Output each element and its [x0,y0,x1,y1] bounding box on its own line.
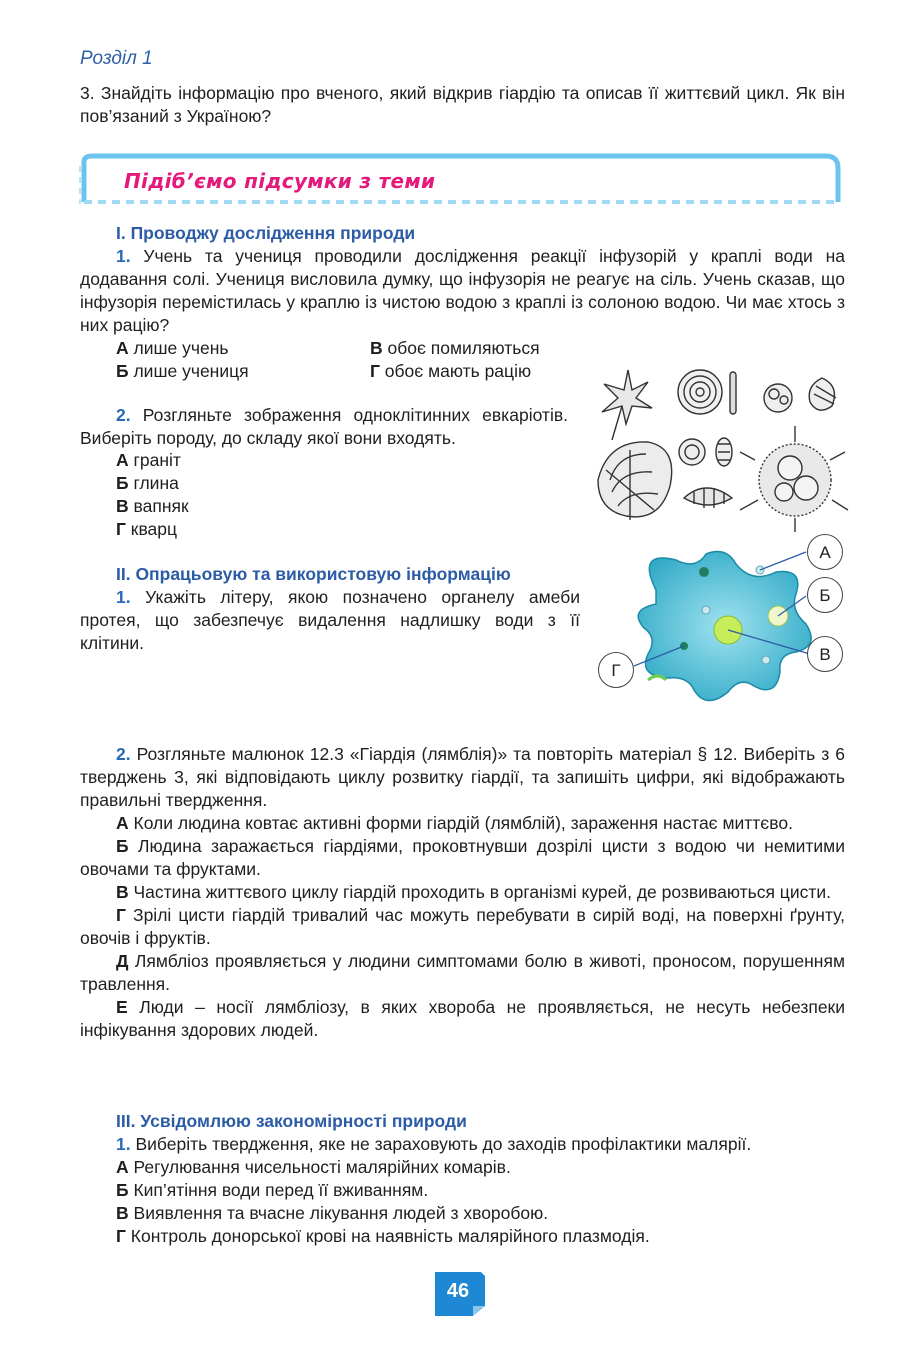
section-label: Розділ 1 [80,48,153,69]
option-b[interactable]: Б глина [116,473,179,493]
part1-q2 [80,404,568,450]
statement-a[interactable]: А Коли людина ковтає активні форми гіардій (лямблій), зараження настає миттєво. [116,813,793,833]
part2-q2-text: Розгляньте малюнок 12.3 «Гіардія (лямблія)» та повторіть матеріал § 12. Виберіть з 6 тверджень 3, які відповідають циклу розвитку гіардії, та запишіть цифри, які відображають правильні твердження. [80,744,845,810]
part2-q1-number: 1. [116,587,131,607]
statement-d[interactable]: Д Лямбліоз проявляється у людини симптомами болю в животі, проносом, порушенням травлення. [80,951,845,994]
page-number-badge [433,1270,487,1318]
intro-task-3: 3. Знайдіть інформацію про вченого, який відкрив гіардію та описав її життєвий цикл. Як він пов’язаний з Україною? [80,83,845,126]
option-v[interactable]: В вапняк [116,496,189,516]
part1-q1-number: 1. [116,246,131,266]
amoeba-label-a: А [807,534,843,570]
part1-q2-text: Розгляньте зображення одноклітинних евкаріотів. Виберіть породу, до складу якої вони входять. [80,405,568,448]
option-a[interactable]: А граніт [116,450,181,470]
part1-q1-options [116,337,586,383]
part2-q1 [80,586,580,655]
option-v[interactable]: В Виявлення та вчасне лікування людей з хворобою. [116,1203,549,1223]
part2-q2-number: 2. [116,744,131,764]
option-g[interactable]: Г обоє мають рацію [370,361,532,381]
part3-heading: ІІІ. Усвідомлюю закономірності природи [116,1111,467,1131]
summary-banner [78,152,844,210]
amoeba-label-b: Б [807,577,843,613]
part2-heading: ІІ. Опрацьовую та використовую інформацію [116,564,511,584]
amoeba-label-g: Г [598,652,634,688]
option-b[interactable]: Б лише учениця [116,361,249,381]
statement-g[interactable]: Г Зрілі цисти гіардій тривалий час можуть перебувати в сирій воді, на поверхні ґрунту, овочів і фруктів. [80,905,845,948]
part3-q1-number: 1. [116,1134,131,1154]
statement-b[interactable]: Б Людина заражається гіардіями, проковтнувши дозрілі цисти з водою чи немитими овочами та фруктами. [80,836,845,879]
option-v[interactable]: В обоє помиляються [370,338,540,358]
statement-e[interactable]: Е Люди – носії лямбліозу, в яких хвороба не проявляється, не несуть небезпеки інфікування здорових людей. [80,997,845,1040]
part2-q1-text: Укажіть літеру, якою позначено органелу амеби протея, що забезпечує видалення надлишку води з її клітини. [80,587,580,653]
page-number: 46 [446,1280,470,1302]
part1-q1 [80,245,845,337]
statement-v[interactable]: В Частина життєвого циклу гіардій проходить в організмі курей, де розвиваються цисти. [116,882,832,902]
part1-q1-text: Учень та учениця проводили дослідження реакції інфузорій у краплі води на додавання солі. Учениця висловила думку, що інфузорія не реагує на сіль. Учень сказав, що інфузорія перемістилась у краплю із чистою водою з краплі із солоною водою. Чи має хтось з них рацію? [80,246,845,335]
part2-q2-statements [80,812,845,1042]
part3-q1-text: Виберіть твердження, яке не зараховують до заходів профілактики малярії. [135,1134,752,1154]
part1-q2-number: 2. [116,405,131,425]
option-g[interactable]: Г кварц [116,519,178,539]
protists-illustration [590,360,850,535]
option-a[interactable]: А лише учень [116,338,229,358]
amoeba-figure [596,530,850,710]
part2-q2 [80,743,845,812]
amoeba-label-v: В [807,636,843,672]
banner-title: Підіб’ємо підсумки з теми [124,169,436,193]
part3-q1 [116,1133,845,1248]
protists-drawing [590,360,850,535]
part1-q2-options [116,449,189,541]
option-a[interactable]: А Регулювання чисельності малярійних комарів. [116,1157,511,1177]
part1-heading: І. Проводжу дослідження природи [116,223,416,243]
option-g[interactable]: Г Контроль донорської крові на наявність малярійного плазмодія. [116,1226,650,1246]
option-b[interactable]: Б Кип’ятіння води перед її вживанням. [116,1180,429,1200]
